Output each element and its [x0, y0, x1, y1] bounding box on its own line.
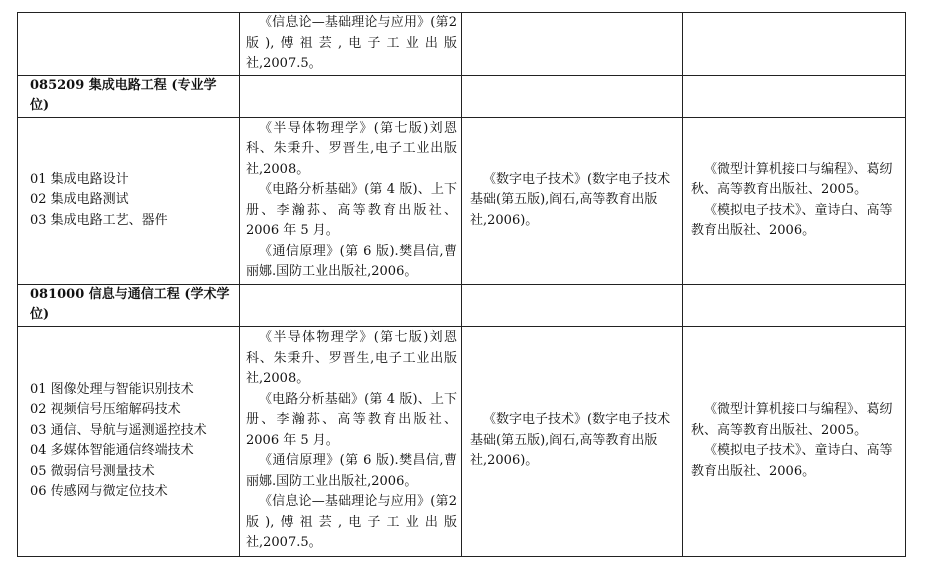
empty-cell: [462, 284, 683, 326]
direction-item: 02 视频信号压缩解码技术: [30, 402, 181, 417]
empty-cell: [240, 284, 462, 326]
section-heading: 085209 集成电路工程 (专业学位): [18, 75, 240, 117]
table-row-continuation: [18, 13, 906, 76]
book-entry: 《通信原理》(第 6 版).樊昌信,曹丽娜.国防工业出版社,2006。: [246, 243, 457, 279]
direction-item: 01 图像处理与智能识别技术: [30, 381, 194, 397]
exam-book-cell: [462, 326, 683, 556]
book-list-cell: [240, 326, 462, 556]
book-entry: 《通信原理》(第 6 版).樊昌信,曹丽娜.国防工业出版社,2006。: [246, 453, 457, 489]
book-entry: 《模拟电子技术》、童诗白、高等教育出版社、2006。: [691, 443, 893, 479]
empty-cell: [18, 13, 240, 76]
book-entry: 《数字电子技术》(数字电子技术基础(第五版),阎石,高等教育出版社,2006)。: [470, 171, 671, 228]
book-entry: 《微型计算机接口与编程》、葛纫秋、高等教育出版社、2005。: [691, 402, 893, 438]
book-list-cell: [240, 13, 462, 76]
empty-cell: [240, 75, 462, 117]
direction-item: 04 多媒体智能通信终端技术: [30, 443, 194, 458]
book-entry: 《半导体物理学》(第七版)刘恩科、朱秉升、罗晋生,电子工业出版社,2008。: [246, 330, 457, 387]
section-heading: 081000 信息与通信工程 (学术学位): [18, 284, 240, 326]
direction-item: 03 集成电路工艺、器件: [30, 212, 168, 228]
direction-item: 02 集成电路测试: [30, 192, 129, 208]
book-entry: 《电路分析基础》(第 4 版)、上下册、李瀚荪、高等教育出版社、2006 年 5 月。: [246, 182, 457, 238]
empty-cell: [683, 75, 906, 117]
exam-book-cell: [462, 117, 683, 284]
direction-item: 03 通信、导航与遥测遥控技术: [30, 422, 207, 438]
table-row: [18, 117, 906, 284]
table-row: [18, 326, 906, 556]
book-entry: 《微型计算机接口与编程》、葛纫秋、高等教育出版社、2005。: [691, 161, 893, 197]
book-entry: 《半导体物理学》(第七版)刘恩科、朱秉升、罗晋生,电子工业出版社,2008。: [246, 120, 457, 177]
book-entry: 《信息论—基础理论与应用》(第2版),傅祖芸,电子工业出版社,2007.5。: [246, 15, 457, 71]
direction-item: 05 微弱信号测量技术: [30, 463, 155, 479]
empty-cell: [462, 75, 683, 117]
book-list-cell: [240, 117, 462, 284]
book-entry: 《数字电子技术》(数字电子技术基础(第五版),阎石,高等教育出版社,2006)。: [470, 412, 671, 469]
research-directions-cell: [18, 117, 240, 284]
section-heading-row: [18, 284, 906, 326]
retest-books-cell: [683, 326, 906, 556]
book-entry: 《电路分析基础》(第 4 版)、上下册、李瀚荪、高等教育出版社、2006 年 5 月。: [246, 391, 457, 448]
empty-cell: [683, 13, 906, 76]
book-entry: 《信息论—基础理论与应用》(第2版),傅祖芸,电子工业出版社,2007.5。: [246, 494, 457, 551]
book-entry: 《模拟电子技术》、童诗白、高等教育出版社、2006。: [691, 202, 893, 238]
section-heading-row: [18, 75, 906, 117]
curriculum-table: [17, 12, 906, 557]
direction-item: 01 集成电路设计: [30, 171, 129, 187]
retest-books-cell: [683, 117, 906, 284]
research-directions-cell: [18, 326, 240, 556]
empty-cell: [683, 284, 906, 326]
direction-item: 06 传感网与微定位技术: [30, 484, 168, 499]
empty-cell: [462, 13, 683, 76]
